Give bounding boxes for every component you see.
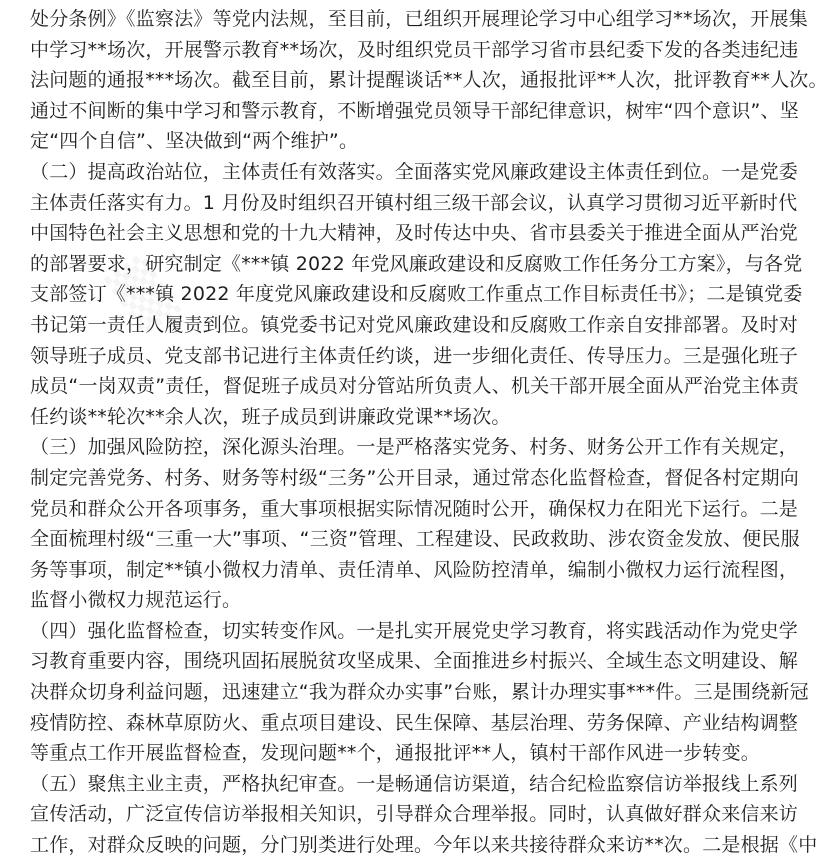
paragraph-4 [30, 616, 809, 769]
text-line: 决群众切身利益问题，迅速建立“我为群众办实事”台账，累计办理实事***件。三是围绕新冠 [30, 681, 809, 704]
watermark: ▒ [104, 253, 183, 337]
text-line: 中学习**场次，开展警示教育**场次，及时组织党员干部学习省市县纪委下发的各类违纪违 [30, 38, 799, 61]
text-line: （二）提高政治站位，主体责任有效落实。全面落实党风廉政建设主体责任到位。一是党委 [30, 160, 799, 183]
text-line: 工作，对群众反映的问题，分门别类进行处理。今年以来共接待群众来访**次。二是根据《中 [30, 834, 818, 857]
text-line: 任约谈**轮次**余人次，班子成员到讲廉政党课**场次。 [30, 405, 511, 428]
text-line: 全面梳理村级“三重一大”事项、“三资”管理、工程建设、民政救助、涉农资金发放、便民服 [30, 528, 800, 551]
text-line: 疫情防控、森林草原防火、重点项目建设、民生保障、基层治理、劳务保障、产业结构调整 [30, 711, 799, 734]
text-line: （三）加强风险防控，深化源头治理。一是严格落实党务、村务、财务公开工作有关规定， [30, 436, 799, 459]
text-line: 习教育重要内容，围绕巩固拓展脱贫攻坚成果、全面推进乡村振兴、全域生态文明建设、解 [30, 650, 799, 673]
text-line: （四）强化监督检查，切实转变作风。一是扎实开展党史学习教育，将实践活动作为党史学 [30, 619, 799, 642]
text-line: 支部签订《***镇 2022 年度党风廉政建设和反腐败工作重点工作目标责任书》；二是镇党委 [30, 283, 803, 306]
text-line: 定“四个自信”、坚决做到“两个维护”。 [30, 130, 359, 153]
text-line: （五）聚焦主业主责，严格执纪审查。一是畅通信访渠道，结合纪检监察信访举报线上系列 [30, 772, 799, 795]
paragraph-3 [30, 432, 800, 616]
text-line: 处分条例》《监察法》等党内法规，至目前，已组织开展理论学习中心组学习**场次，开展集 [30, 8, 808, 30]
text-line: 通过不间断的集中学习和警示教育，不断增强党员领导干部纪律意识，树牢“四个意识”、坚 [30, 99, 799, 122]
text-line: 的部署要求，研究制定《***镇 2022 年党风廉政建设和反腐败工作任务分工方案》，与各党 [30, 252, 803, 275]
paragraph-1 [30, 4, 828, 157]
paragraph-2 [30, 157, 803, 432]
text-line: 等重点工作开展监督检查，发现问题**个，通报批评**人，镇村干部作风进一步转变。 [30, 742, 761, 765]
text-line: 制定完善党务、村务、财务等村级“三务”公开目录，通过常态化监督检查，督促各村定期向 [30, 466, 799, 489]
paragraph-5 [30, 769, 818, 861]
text-line: 中国特色社会主义思想和党的十九大精神，及时传达中央、省市县委关于推进全面从严治党 [30, 222, 799, 245]
text-line: 党员和群众公开各项事务，重大事项根据实际情况随时公开，确保权力在阳光下运行。二是 [30, 497, 799, 520]
text-line: 主体责任落实有力。1 月份及时组织召开镇村组三级干部会议，认真学习贯彻习近平新时代 [30, 191, 798, 214]
text-line: 宣传活动，广泛宣传信访举报相关知识，引导群众合理举报。同时，认真做好群众来信来访 [30, 803, 799, 826]
document-body [30, 4, 828, 861]
text-line: 监督小微权力规范运行。 [30, 589, 242, 612]
text-line: 法问题的通报***场次。截至目前，累计提醒谈话**人次，通报批评**人次，批评教育**人次。 [30, 69, 828, 92]
text-line: 书记第一责任人履责到位。镇党委书记对党风廉政建设和反腐败工作亲自安排部署。及时对 [30, 313, 799, 336]
text-line: 成员“一岗双责”责任，督促班子成员对分管站所负责人、机关干部开展全面从严治党主体责 [30, 375, 799, 398]
text-line: 务等事项，制定**镇小微权力清单、责任清单、风险防控清单，编制小微权力运行流程图， [30, 558, 799, 581]
text-line: 领导班子成员、党支部书记进行主体责任约谈，进一步细化责任、传导压力。三是强化班子 [30, 344, 799, 367]
